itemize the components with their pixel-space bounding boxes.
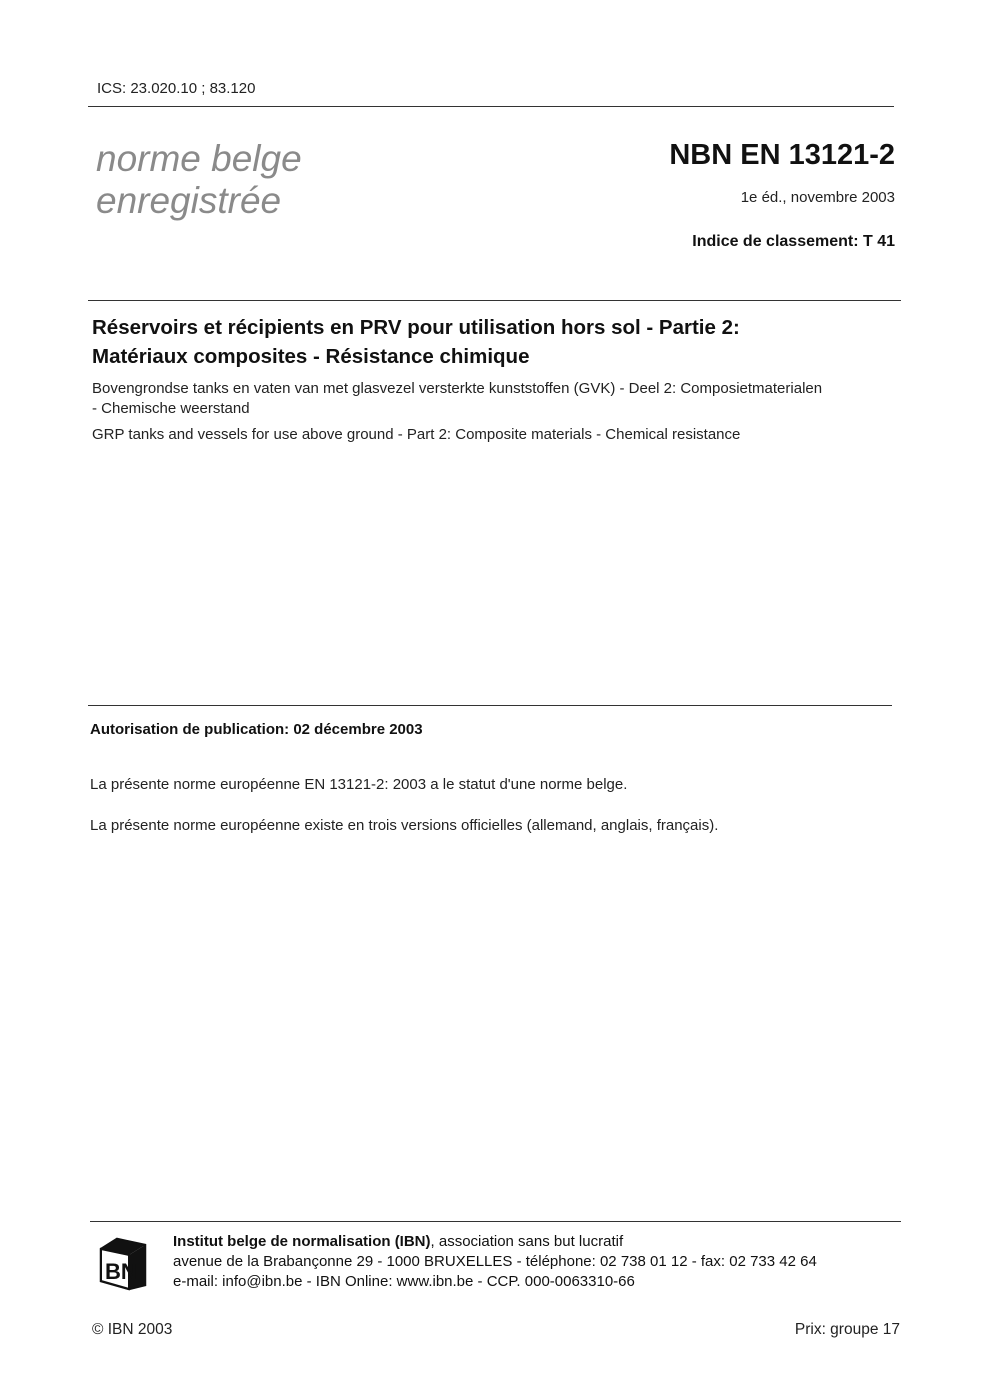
institute-contact: e-mail: info@ibn.be - IBN Online: www.ibn.be - CCP. 000-0063310-66 [173, 1273, 635, 1290]
french-title-line-1: Réservoirs et récipients en PRV pour utilisation hors sol - Partie 2: [92, 316, 740, 339]
dutch-title-line-1: Bovengrondse tanks en vaten van met glasvezel versterkte kunststoffen (GVK) - Deel 2: Composietmaterialen [92, 380, 823, 397]
institute-name: Institut belge de normalisation (IBN) [173, 1233, 431, 1250]
publication-divider [88, 705, 892, 706]
header-divider [88, 106, 894, 107]
brand-line-1: norme belge [96, 138, 302, 179]
dutch-title [92, 379, 907, 419]
status-paragraph: La présente norme européenne EN 13121-2: 2003 a le statut d'une norme belge. [90, 776, 628, 793]
footer-divider [90, 1221, 901, 1222]
copyright: © IBN 2003 [92, 1321, 173, 1338]
ibn-logo-letters: BN [105, 1259, 137, 1284]
institute-info [173, 1232, 817, 1292]
title-divider [88, 300, 901, 301]
standard-number: NBN EN 13121-2 [669, 139, 895, 171]
french-title-line-2: Matériaux composites - Résistance chimique [92, 345, 530, 368]
institute-address: avenue de la Brabançonne 29 - 1000 BRUXELLES - téléphone: 02 738 01 12 - fax: 02 733 42 64 [173, 1253, 817, 1270]
edition-date: 1e éd., novembre 2003 [740, 189, 895, 206]
ics-code: ICS: 23.020.10 ; 83.120 [97, 80, 256, 97]
versions-paragraph: La présente norme européenne existe en trois versions officielles (allemand, anglais, français). [90, 817, 719, 834]
price-group: Prix: groupe 17 [794, 1321, 900, 1338]
institute-line [173, 1232, 817, 1252]
brand-line-2: enregistrée [96, 180, 282, 221]
french-title [92, 313, 892, 371]
publication-authorisation: Autorisation de publication: 02 décembre 2003 [90, 721, 423, 738]
institute-suffix: , association sans but lucratif [430, 1233, 624, 1250]
dutch-title-line-2: - Chemische weerstand [92, 400, 250, 417]
brand-title [96, 138, 302, 222]
classification-index: Indice de classement: T 41 [692, 233, 895, 250]
ibn-logo-icon [97, 1235, 149, 1291]
english-title: GRP tanks and vessels for use above ground - Part 2: Composite materials - Chemical resistance [92, 426, 741, 443]
